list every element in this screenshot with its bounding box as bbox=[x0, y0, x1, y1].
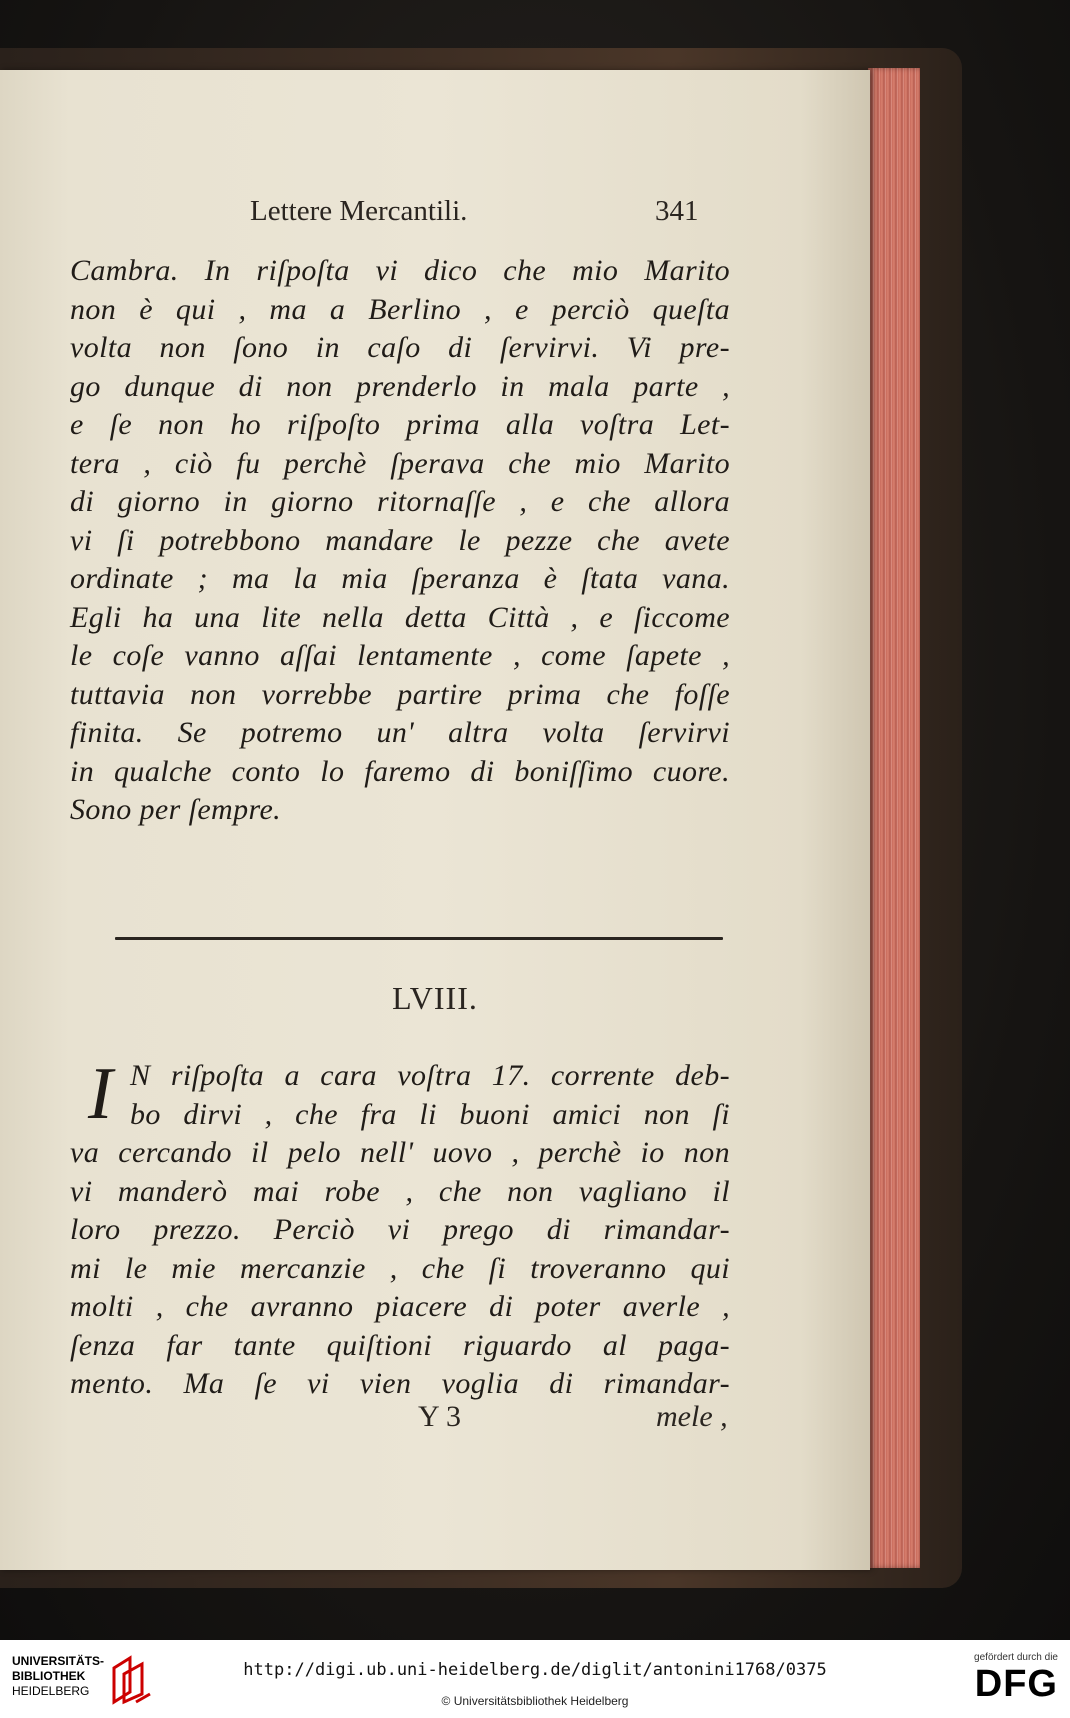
text-line: finita. Se potremo un' altra volta ſervirvi bbox=[70, 716, 730, 749]
catchword: mele , bbox=[656, 1400, 728, 1433]
letter-opening-first bbox=[130, 1057, 730, 1134]
text-line: mento. Ma ſe vi vien voglia di rimandar- bbox=[70, 1367, 730, 1400]
letter-opening-rest bbox=[70, 1134, 730, 1404]
text-line: volta non ſono in caſo di ſervirvi. Vi pre- bbox=[70, 331, 730, 364]
text-line: non è qui , ma a Berlino , e perciò queſta bbox=[70, 292, 730, 326]
page-edges bbox=[868, 68, 920, 1568]
text-line: ordinate ; ma la mia ſperanza è ſtata vana. bbox=[70, 562, 730, 595]
text-line: di giorno in giorno ritornaſſe , e che allora bbox=[70, 485, 730, 518]
text-line: le coſe vanno aſſai lentamente , come ſapete , bbox=[70, 639, 730, 672]
running-title: Lettere Mercantili. bbox=[250, 195, 468, 227]
text-line: vi ſi potrebbono mandare le pezze che avete bbox=[70, 523, 730, 557]
text-line: go dunque di non prenderlo in mala parte , bbox=[70, 369, 730, 403]
text-line: tera , ciò fu perchè ſperava che mio Marito bbox=[70, 446, 730, 480]
drop-cap: I bbox=[88, 1053, 113, 1135]
text-line: bo dirvi , che fra li buoni amici non ſi bbox=[130, 1097, 730, 1131]
text-line: va cercando il pelo nell' uovo , perchè io non bbox=[70, 1136, 730, 1169]
text-line: loro prezzo. Perciò vi prego di rimandar- bbox=[70, 1213, 730, 1246]
text-line: vi manderò mai robe , che non vagliano il bbox=[70, 1174, 730, 1208]
signature-mark: Y 3 bbox=[418, 1400, 462, 1433]
section-divider-rule bbox=[115, 937, 723, 940]
section-numeral: LVIII. bbox=[392, 980, 478, 1016]
text-line: Sono per ſempre. bbox=[70, 793, 282, 826]
institution-line: HEIDELBERG bbox=[12, 1684, 90, 1698]
text-line: tuttavia non vorrebbe partire prima che foſſe bbox=[70, 677, 730, 711]
page-footer bbox=[0, 1400, 870, 1440]
running-head bbox=[0, 195, 870, 235]
institution-line: UNIVERSITÄTS- bbox=[12, 1654, 105, 1668]
text-line: mi le mie mercanzie , che ſi troveranno qui bbox=[70, 1251, 730, 1285]
text-line: molti , che avranno piacere di poter averle , bbox=[70, 1290, 730, 1323]
page-number: 341 bbox=[655, 195, 699, 227]
funding-block[interactable] bbox=[948, 1652, 1058, 1705]
dfg-logo: DFG bbox=[974, 1663, 1058, 1705]
text-line: in qualche conto lo faremo di boniſſimo cuore. bbox=[70, 754, 730, 788]
funding-caption: gefördert durch die bbox=[974, 1652, 1058, 1663]
viewer-footer-bar bbox=[0, 1640, 1070, 1718]
letter-ending bbox=[70, 252, 730, 830]
permalink-url[interactable]: http://digi.ub.uni-heidelberg.de/diglit/antonini1768/0375 bbox=[243, 1660, 827, 1680]
text-line: e ſe non ho riſpoſto prima alla voſtra Let- bbox=[70, 408, 730, 441]
text-line: N riſpoſta a cara voſtra 17. corrente deb- bbox=[130, 1059, 730, 1092]
text-line: Egli ha una lite nella detta Città , e ſiccome bbox=[70, 600, 730, 634]
copyright-notice: © Universitätsbibliothek Heidelberg bbox=[441, 1694, 629, 1708]
text-line: ſenza far tante quiſtioni riguardo al paga- bbox=[70, 1328, 730, 1362]
text-line: Cambra. In riſpoſta vi dico che mio Marito bbox=[70, 254, 730, 287]
institution-line: BIBLIOTHEK bbox=[12, 1669, 86, 1683]
